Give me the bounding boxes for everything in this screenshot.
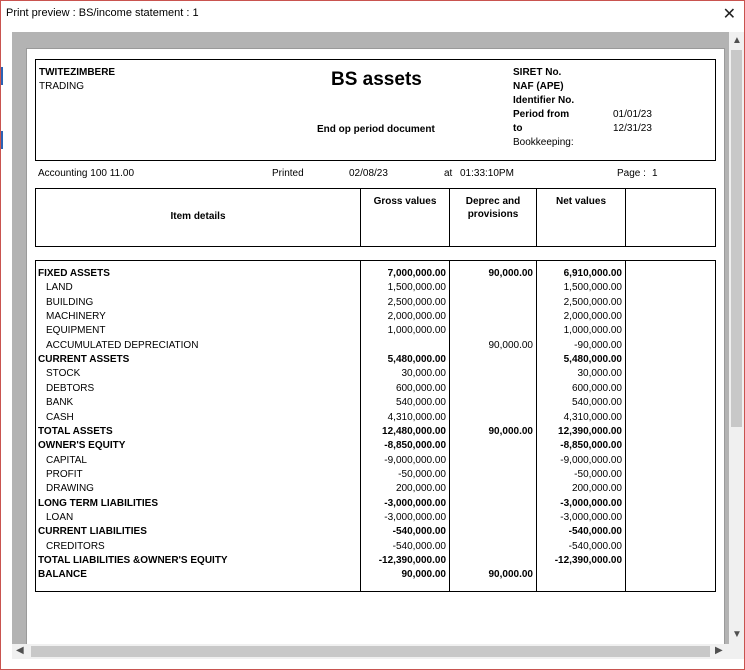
column-divider xyxy=(625,189,626,246)
table-row xyxy=(36,511,715,525)
row-net-value: -50,000.00 xyxy=(574,468,622,480)
row-net-value: 1,000,000.00 xyxy=(563,325,622,337)
row-label: PROFIT xyxy=(46,468,83,480)
page-title: BS assets xyxy=(331,69,422,90)
row-label: ACCUMULATED DEPRECIATION xyxy=(46,339,199,351)
row-label: BANK xyxy=(46,397,74,409)
row-net-value: 2,500,000.00 xyxy=(563,296,622,308)
table-row xyxy=(36,396,715,410)
printed-at-label: at xyxy=(444,168,453,179)
chevron-down-icon[interactable]: ▼ xyxy=(732,629,742,640)
printed-label: Printed xyxy=(272,168,304,179)
row-label: LAND xyxy=(46,282,73,294)
siret-label: SIRET No. xyxy=(513,67,562,78)
row-gross-value: 1,000,000.00 xyxy=(387,325,446,337)
row-gross-value: -3,000,000.00 xyxy=(384,511,446,523)
printed-time: 01:33:10PM xyxy=(460,168,514,179)
row-gross-value: -3,000,000.00 xyxy=(384,497,446,509)
row-net-value: -90,000.00 xyxy=(574,339,622,351)
bookkeeping-label: Bookkeeping: xyxy=(513,137,574,148)
scrollbar-corner xyxy=(729,644,744,659)
row-net-value: -9,000,000.00 xyxy=(560,454,622,466)
period-from-value: 01/01/23 xyxy=(613,109,652,120)
row-net-value: 30,000.00 xyxy=(577,368,622,380)
row-label: DEBTORS xyxy=(46,382,95,394)
table-row xyxy=(36,482,715,496)
close-icon[interactable]: ✕ xyxy=(722,6,736,23)
printed-date: 02/08/23 xyxy=(349,168,388,179)
row-label: CREDITORS xyxy=(46,540,105,552)
period-to-label: to xyxy=(513,123,523,134)
page-subtitle: End op period document xyxy=(317,124,435,135)
company-activity: TRADING xyxy=(39,81,84,92)
row-gross-value: 540,000.00 xyxy=(395,397,446,409)
row-gross-value: 30,000.00 xyxy=(401,368,446,380)
table-row xyxy=(36,324,715,338)
row-net-value: 12,390,000.00 xyxy=(558,425,622,437)
row-net-value: -8,850,000.00 xyxy=(560,440,622,452)
row-gross-value: -540,000.00 xyxy=(392,526,446,538)
row-net-value: 1,500,000.00 xyxy=(563,282,622,294)
naf-label: NAF (APE) xyxy=(513,81,564,92)
chevron-left-icon[interactable]: ◀ xyxy=(16,645,24,656)
vertical-scrollbar[interactable] xyxy=(729,32,744,644)
row-label: MACHINERY xyxy=(46,311,106,323)
row-gross-value: 4,310,000.00 xyxy=(387,411,446,423)
table-row xyxy=(36,525,715,539)
row-deprec-value: 90,000.00 xyxy=(488,268,533,279)
row-gross-value: 200,000.00 xyxy=(395,483,446,495)
row-label: LONG TERM LIABILITIES xyxy=(38,497,158,509)
vertical-scroll-thumb[interactable] xyxy=(731,50,742,427)
row-net-value: -540,000.00 xyxy=(568,526,622,538)
row-net-value: 540,000.00 xyxy=(571,397,622,409)
report-header-box xyxy=(35,59,716,161)
row-gross-value: -12,390,000.00 xyxy=(378,555,446,566)
row-label: BALANCE xyxy=(38,569,87,581)
row-gross-value: 2,500,000.00 xyxy=(387,296,446,308)
row-label: STOCK xyxy=(46,368,81,380)
title-bar xyxy=(1,1,744,31)
column-header-net: Net values xyxy=(555,196,607,207)
row-label: CASH xyxy=(46,411,74,423)
period-to-value: 12/31/23 xyxy=(613,123,652,134)
horizontal-scrollbar[interactable] xyxy=(12,644,729,659)
table-row xyxy=(36,382,715,396)
table-row xyxy=(36,468,715,482)
table-row xyxy=(36,411,715,425)
column-header-gross: Gross values xyxy=(373,196,437,207)
row-gross-value: 7,000,000.00 xyxy=(387,268,446,279)
column-header-deprec-line1: Deprec and xyxy=(465,196,521,207)
row-net-value: -3,000,000.00 xyxy=(560,511,622,523)
row-label: TOTAL ASSETS xyxy=(38,425,113,437)
row-gross-value: 90,000.00 xyxy=(401,569,446,581)
row-gross-value: -8,850,000.00 xyxy=(384,440,446,452)
company-name: TWITEZIMBERE xyxy=(39,67,116,78)
row-label: DRAWING xyxy=(46,483,94,495)
table-row xyxy=(36,540,715,554)
row-net-value: -540,000.00 xyxy=(568,540,622,552)
row-net-value: 200,000.00 xyxy=(571,483,622,495)
table-row xyxy=(36,497,715,511)
row-net-value: 600,000.00 xyxy=(571,382,622,394)
table-row xyxy=(36,281,715,295)
row-net-value: 6,910,000.00 xyxy=(563,268,622,279)
table-row xyxy=(36,439,715,453)
page-number: 1 xyxy=(652,168,658,179)
row-net-value: -12,390,000.00 xyxy=(554,555,622,566)
row-net-value: 4,310,000.00 xyxy=(563,411,622,423)
horizontal-scroll-thumb[interactable] xyxy=(31,646,710,657)
row-gross-value: 600,000.00 xyxy=(395,382,446,394)
table-row xyxy=(36,568,715,582)
row-gross-value: -540,000.00 xyxy=(392,540,446,552)
row-gross-value: 5,480,000.00 xyxy=(387,354,446,366)
row-label: TOTAL LIABILITIES &OWNER'S EQUITY xyxy=(38,555,228,566)
table-row xyxy=(36,339,715,353)
preview-area[interactable] xyxy=(12,32,729,644)
row-gross-value: 1,500,000.00 xyxy=(387,282,446,294)
side-marker xyxy=(1,131,3,149)
table-row xyxy=(36,454,715,468)
row-label: EQUIPMENT xyxy=(46,325,106,337)
row-gross-value: -9,000,000.00 xyxy=(384,454,446,466)
row-net-value: 5,480,000.00 xyxy=(563,354,622,366)
identifier-label: Identifier No. xyxy=(513,95,575,106)
table-row xyxy=(36,554,715,568)
row-gross-value: 2,000,000.00 xyxy=(387,311,446,323)
table-row xyxy=(36,267,715,281)
row-deprec-value: 90,000.00 xyxy=(488,569,533,581)
side-marker xyxy=(1,67,3,85)
left-margin xyxy=(1,32,12,659)
software-version: Accounting 100 11.00 xyxy=(38,168,135,179)
bottom-margin xyxy=(1,659,744,669)
row-deprec-value: 90,000.00 xyxy=(488,339,533,351)
column-header-deprec-line2: provisions xyxy=(467,209,519,220)
row-label: CURRENT LIABILITIES xyxy=(38,526,147,538)
row-net-value: -3,000,000.00 xyxy=(560,497,622,509)
window-title: Print preview : BS/income statement : 1 xyxy=(6,7,199,19)
row-net-value: 2,000,000.00 xyxy=(563,311,622,323)
row-gross-value: -50,000.00 xyxy=(398,468,446,480)
table-row xyxy=(36,367,715,381)
period-from-label: Period from xyxy=(513,109,570,120)
table-row xyxy=(36,425,715,439)
row-label: CURRENT ASSETS xyxy=(38,354,130,366)
row-deprec-value: 90,000.00 xyxy=(488,425,533,437)
row-label: CAPITAL xyxy=(46,454,87,466)
column-header-item: Item details xyxy=(170,211,226,222)
report-page xyxy=(26,48,725,644)
chevron-up-icon[interactable]: ▲ xyxy=(732,35,742,46)
table-row xyxy=(36,296,715,310)
table-row xyxy=(36,310,715,324)
report-body-box xyxy=(35,260,716,592)
chevron-right-icon[interactable]: ▶ xyxy=(715,645,723,656)
row-label: OWNER'S EQUITY xyxy=(38,440,126,452)
row-label: BUILDING xyxy=(46,296,94,308)
row-gross-value: 12,480,000.00 xyxy=(382,425,446,437)
page-label: Page : xyxy=(617,168,646,179)
row-label: LOAN xyxy=(46,511,74,523)
table-row xyxy=(36,353,715,367)
column-header-box xyxy=(35,188,716,247)
row-label: FIXED ASSETS xyxy=(38,268,110,279)
